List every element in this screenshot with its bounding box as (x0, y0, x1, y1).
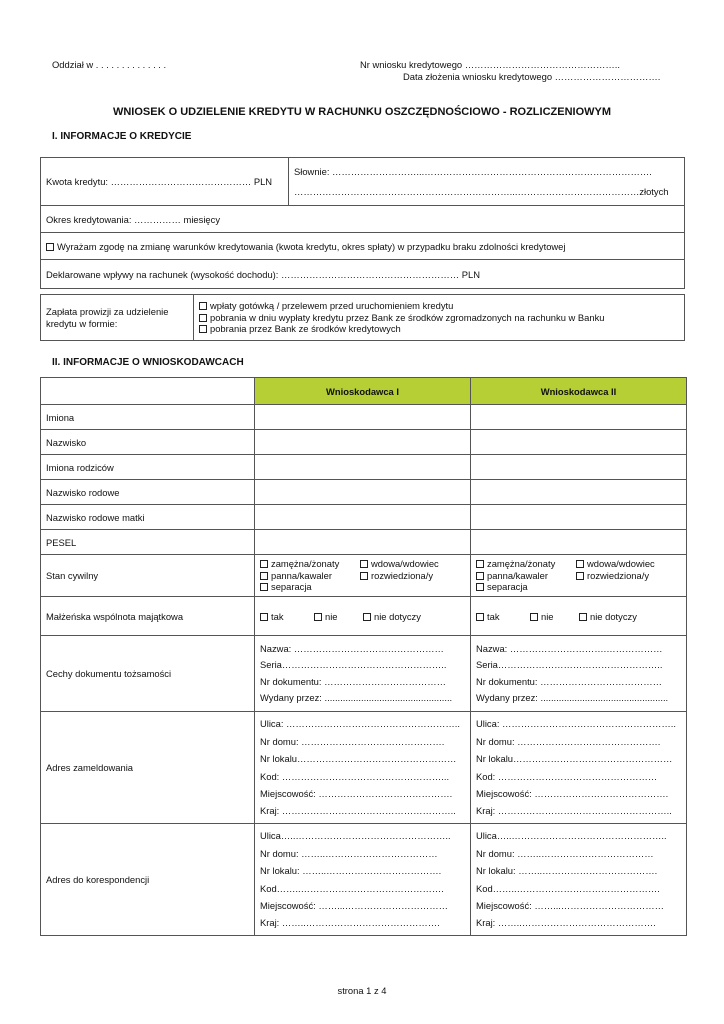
joint-property-applicant-2 (471, 597, 687, 636)
family-name-applicant-2[interactable] (471, 480, 687, 505)
id-name-field[interactable]: Nazwa: ………………………………………… (260, 642, 444, 654)
option-label: zamężna/żonaty (271, 558, 340, 570)
joint-yes[interactable] (476, 611, 530, 622)
marital-widowed[interactable] (360, 558, 439, 570)
page-number: strona 1 z 4 (337, 985, 387, 996)
checkbox-icon[interactable] (579, 613, 587, 621)
consent-label: Wyrażam zgodę na zmianę warunków kredytowania (kwota kredytu, okres spłaty) w przypadku braku zdolności kredytowej (57, 240, 566, 252)
surname-applicant-2[interactable] (471, 430, 687, 455)
registered-address-label: Adres zameldowania (41, 712, 255, 824)
declared-income-field[interactable]: Deklarowane wpływy na rachunek (wysokość dochodu): ………………………………………………… PLN (41, 260, 685, 289)
option-label: panna/kawaler (487, 569, 548, 581)
pesel-label: PESEL (41, 530, 255, 555)
correspondence-address-applicant-2 (471, 824, 687, 936)
option-label: wpłaty gotówką / przelewem przed uruchomieniem kredytu (210, 300, 454, 312)
street-field[interactable]: Ulica: ……………………………………………….. (476, 718, 677, 730)
commission-label-line-1: Zapłata prowizji za udzielenie (46, 306, 169, 317)
flat-number-field[interactable]: Nr lokalu: ……..………………………………. (476, 865, 658, 877)
credit-amount-field[interactable]: Kwota kredytu: ……………………………………… PLN (41, 158, 289, 206)
mother-family-name-applicant-1[interactable] (255, 505, 471, 530)
option-label: tak (487, 610, 500, 622)
commission-table (40, 294, 685, 341)
surname-label: Nazwisko (41, 430, 255, 455)
city-field[interactable]: Miejscowość: ……………………………………. (260, 787, 453, 799)
id-document-label: Cechy dokumentu tożsamości (41, 636, 255, 712)
consent-checkbox[interactable] (46, 243, 54, 251)
commission-label-line-2: kredytu w formie: (46, 317, 118, 329)
option-label: pobrania w dniu wypłaty kredytu przez Bank ze środków zgromadzonych na rachunku w Banku (210, 311, 605, 323)
joint-no[interactable] (314, 611, 363, 622)
country-field[interactable]: Kraj: ……..……………………………………. (260, 917, 440, 929)
city-field[interactable]: Miejscowość: ……...…………………………… (476, 899, 665, 911)
checkbox-icon[interactable] (260, 572, 268, 580)
pesel-applicant-1[interactable] (255, 530, 471, 555)
joint-property-applicant-1 (255, 597, 471, 636)
surname-applicant-1[interactable] (255, 430, 471, 455)
commission-label (41, 295, 194, 341)
marital-married[interactable] (260, 558, 360, 570)
correspondence-address-label: Adres do korespondencji (41, 824, 255, 936)
commission-option-cash[interactable] (199, 300, 679, 312)
country-field[interactable]: Kraj: ……………………………………………….. (476, 805, 672, 817)
option-label: separacja (487, 581, 528, 593)
family-name-label: Nazwisko rodowe (41, 480, 255, 505)
house-number-field[interactable]: Nr domu: ……..……………………………… (260, 847, 438, 859)
checkbox-icon[interactable] (476, 560, 484, 568)
id-series-field[interactable]: Seria…………………………………………….. (476, 659, 663, 670)
street-field[interactable]: Ulica: ……………………………………………….. (260, 718, 461, 730)
mother-family-name-applicant-2[interactable] (471, 505, 687, 530)
section-2-heading: II. INFORMACJE O WNIOSKODAWCACH (52, 357, 244, 368)
marital-single[interactable] (260, 570, 360, 582)
joint-na[interactable] (579, 611, 637, 622)
option-label: nie (541, 610, 554, 622)
id-series-field[interactable]: Seria…………………………………………….. (260, 659, 447, 670)
flat-number-field[interactable]: Nr lokalu…………………………………………… (260, 753, 457, 765)
checkbox-icon[interactable] (260, 560, 268, 568)
application-number-field[interactable]: Nr wniosku kredytowego ………………………………………….. (360, 59, 620, 70)
postal-code-field[interactable]: Kod……..………………………………………. (260, 882, 444, 894)
checkbox-icon[interactable] (576, 572, 584, 580)
marital-separated[interactable] (476, 581, 528, 593)
commission-option-account[interactable] (199, 312, 679, 324)
application-date-field[interactable]: Data złożenia wniosku kredytowego ……………………………. (403, 71, 661, 82)
postal-code-field[interactable]: Kod: ……………………………………………... (260, 770, 450, 782)
credit-amount-words[interactable] (289, 158, 685, 206)
option-label: pobrania przez Bank ze środków kredytowych (210, 323, 401, 335)
id-name-field[interactable]: Nazwa: ………………………….……………… (476, 642, 663, 654)
checkbox-icon[interactable] (576, 560, 584, 568)
flat-number-field[interactable]: Nr lokalu: ……..………………………………. (260, 865, 442, 877)
marital-single[interactable] (476, 570, 576, 582)
pesel-applicant-2[interactable] (471, 530, 687, 555)
mother-family-name-label: Nazwisko rodowe matki (41, 505, 255, 530)
section-1-heading: I. INFORMACJE O KREDYCIE (52, 131, 192, 142)
city-field[interactable]: Miejscowość: ……………………………………. (476, 787, 669, 799)
house-number-field[interactable]: Nr domu: ………………………………………. (476, 735, 661, 747)
checkbox-icon[interactable] (360, 560, 368, 568)
city-field[interactable]: Miejscowość: ……...…………………………… (260, 899, 449, 911)
option-label: wdowa/wdowiec (371, 558, 439, 570)
country-field[interactable]: Kraj: ……..……………………………………. (476, 917, 656, 929)
joint-yes[interactable] (260, 611, 314, 622)
first-names-applicant-1[interactable] (255, 405, 471, 430)
id-number-field[interactable]: Nr dokumentu: ………………………………… (476, 675, 662, 687)
option-label: nie (325, 610, 338, 622)
house-number-field[interactable]: Nr domu: ………………………………………. (260, 735, 445, 747)
applicant-2-header: Wnioskodawca II (471, 378, 687, 405)
postal-code-field[interactable]: Kod……..………………………………………. (476, 882, 660, 894)
marital-separated[interactable] (260, 581, 312, 593)
postal-code-field[interactable]: Kod: …………………………………………… (476, 770, 658, 782)
parents-names-applicant-1[interactable] (255, 455, 471, 480)
option-label: rozwiedziona/y (371, 569, 434, 581)
registered-address-applicant-2 (471, 712, 687, 824)
first-names-applicant-2[interactable] (471, 405, 687, 430)
checkbox-icon[interactable] (363, 613, 371, 621)
joint-na[interactable] (363, 611, 421, 622)
checkbox-icon[interactable] (476, 583, 484, 591)
amount-words-line-1[interactable]: Słownie: ………………………...………………………………………………………………. (294, 165, 652, 177)
marital-widowed[interactable] (576, 558, 655, 570)
amount-words-line-2[interactable]: ……………………………………………………………...…………………………………złotych (294, 185, 669, 197)
checkbox-icon[interactable] (199, 325, 207, 333)
option-label: nie dotyczy (590, 610, 637, 622)
id-document-applicant-2 (471, 636, 687, 712)
marital-status-applicant-1 (255, 555, 471, 597)
marital-divorced[interactable] (360, 570, 433, 582)
checkbox-icon[interactable] (314, 613, 322, 621)
marital-divorced[interactable] (576, 570, 649, 582)
applicants-table (40, 377, 687, 936)
consent-row (41, 233, 685, 260)
marital-status-label: Stan cywilny (41, 555, 255, 597)
street-field[interactable]: Ulica…..………………………………………….. (260, 830, 451, 842)
correspondence-address-applicant-1 (255, 824, 471, 936)
option-label: nie dotyczy (374, 610, 421, 622)
id-issued-field[interactable]: Wydany przez: ................................................. (476, 692, 669, 703)
house-number-field[interactable]: Nr domu: ……..……………………………… (476, 847, 654, 859)
commission-options (194, 295, 685, 341)
joint-no[interactable] (530, 611, 579, 622)
option-label: panna/kawaler (271, 569, 332, 581)
marital-married[interactable] (476, 558, 576, 570)
parents-names-label: Imiona rodziców (41, 455, 255, 480)
applicant-1-header: Wnioskodawca I (255, 378, 471, 405)
id-number-field[interactable]: Nr dokumentu: ………………………………… (260, 675, 446, 687)
registered-address-applicant-1 (255, 712, 471, 824)
checkbox-icon[interactable] (199, 314, 207, 322)
id-issued-field[interactable]: Wydany przez: ................................................. (260, 692, 453, 703)
country-field[interactable]: Kraj: ……………………………………………….. (260, 805, 456, 817)
checkbox-icon[interactable] (260, 583, 268, 591)
checkbox-icon[interactable] (199, 302, 207, 310)
checkbox-icon[interactable] (260, 613, 268, 621)
option-label: zamężna/żonaty (487, 558, 556, 570)
street-field[interactable]: Ulica…..………………………………………….. (476, 830, 667, 842)
option-label: wdowa/wdowiec (587, 558, 655, 570)
credit-period-field[interactable]: Okres kredytowania: …………… miesięcy (41, 206, 685, 233)
joint-property-label: Małżeńska wspólnota majątkowa (41, 597, 255, 636)
family-name-applicant-1[interactable] (255, 480, 471, 505)
commission-option-credit[interactable] (199, 323, 679, 335)
flat-number-field[interactable]: Nr lokalu…………………………………………… (476, 753, 673, 765)
document-title: WNIOSEK O UDZIELENIE KREDYTU W RACHUNKU OSZCZĘDNOŚCIOWO - ROZLICZENIOWYM (112, 106, 612, 118)
parents-names-applicant-2[interactable] (471, 455, 687, 480)
credit-info-table (40, 157, 685, 289)
option-label: tak (271, 610, 284, 622)
marital-status-applicant-2 (471, 555, 687, 597)
option-label: separacja (271, 581, 312, 593)
first-names-label: Imiona (41, 405, 255, 430)
checkbox-icon[interactable] (476, 572, 484, 580)
corner-cell (41, 378, 255, 405)
option-label: rozwiedziona/y (587, 569, 650, 581)
id-document-applicant-1 (255, 636, 471, 712)
branch-field[interactable]: Oddział w . . . . . . . . . . . . . . (52, 59, 167, 70)
checkbox-icon[interactable] (360, 572, 368, 580)
checkbox-icon[interactable] (530, 613, 538, 621)
checkbox-icon[interactable] (476, 613, 484, 621)
